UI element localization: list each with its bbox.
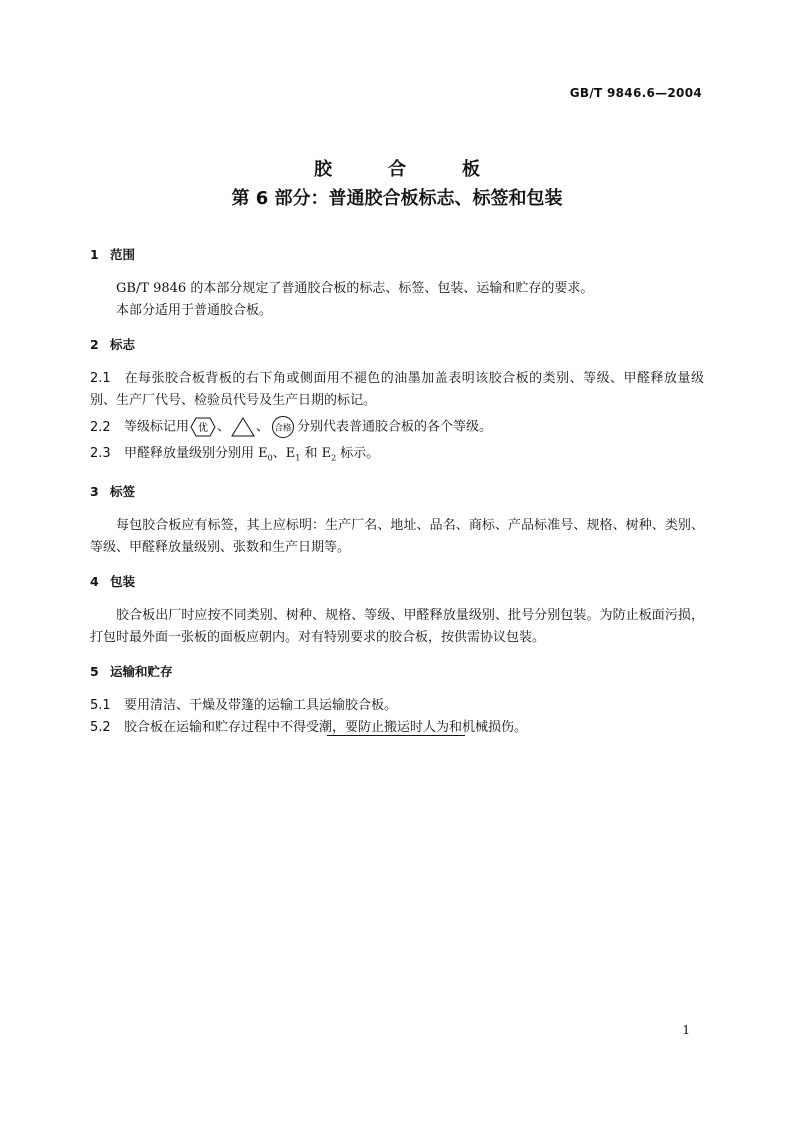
clause-number: 5.2 [90,720,111,736]
section-title: 标签 [110,484,136,500]
section-title: 包装 [110,574,136,590]
section-title: 范围 [110,247,136,262]
subscript: 0 [267,453,273,463]
document-title [0,155,794,181]
section-2 [90,334,704,469]
document-subtitle: 第 6 部分：普通胶合板标志、标签和包装 [231,188,563,209]
clause-2-1 [90,368,704,412]
circle-grade-label: 合格 [274,423,292,434]
clause-number: 2.2 [90,419,111,435]
title-char-3: 板 [462,159,480,180]
separator: 、 [217,419,231,435]
section-number: 5 [90,664,99,680]
clause-text: 要用清洁、干燥及带篷的运输工具运输胶合板。 [124,698,398,714]
section-heading [90,244,704,266]
end-rule-divider [327,735,465,736]
paragraph: 每包胶合板应有标签，其上应标明：生产厂名、地址、品名、商标、产品标准号、规格、树种、类别、等级、甲醛释放量级别、张数和生产日期等。 [90,518,704,556]
section-number: 3 [90,484,99,500]
paragraph: GB/T 9846 的本部分规定了普通胶合板的标志、标签、包装、运输和贮存的要求。 [116,281,594,296]
separator: 、 [256,419,270,435]
section-heading [90,571,704,593]
section-heading [90,661,704,683]
section-heading [90,481,704,503]
clause-text-after: 标示。 [336,445,380,461]
page-number: 1 [682,1023,690,1037]
clause-text: 在每张胶合板背板的右下角或侧面用不褪色的油墨加盖表明该胶合板的类别、等级、甲醛释放量级别、生产厂代号、检验员代号及生产日期的标记。 [90,371,704,408]
section-4 [90,571,704,649]
clause-text-mid: 、E [272,445,296,461]
clause-number: 5.1 [90,698,111,714]
clause-2-2 [90,416,704,439]
document-body [90,244,704,751]
clause-text-before: 等级标记用 [124,419,190,435]
circle-grade-icon [270,416,296,438]
paragraph: 本部分适用于普通胶合板。 [116,303,273,318]
title-char-1: 胶 [314,159,332,180]
clause-text: 胶合板在运输和贮存过程中不得受潮，要防止搬运时人为和机械损伤。 [124,720,528,736]
clause-2-3 [90,443,704,470]
section-number: 4 [90,574,99,590]
standard-code: GB/T 9846.6—2004 [569,86,702,100]
hexagon-grade-label: 优 [198,423,209,434]
clause-text-before: 甲醛释放量级别分别用 E [124,445,268,461]
subscript: 2 [331,453,337,463]
section-5 [90,661,704,739]
clause-number: 2.3 [90,445,111,461]
section-3 [90,481,704,559]
section-number: 2 [90,337,99,352]
clause-text-mid: 和 E [300,445,332,461]
section-title: 运输和贮存 [110,664,173,680]
section-1 [90,244,704,322]
section-number: 1 [90,247,99,262]
clause-5-1 [90,695,704,717]
triangle-grade-icon [231,417,255,437]
hexagon-grade-icon [190,417,216,437]
title-char-2: 合 [388,159,406,180]
clause-number: 2.1 [90,371,111,386]
section-heading [90,334,704,356]
section-title: 标志 [110,337,136,352]
subscript: 1 [295,453,301,463]
clause-text-after: 分别代表普通胶合板的各个等级。 [297,419,493,435]
paragraph: 胶合板出厂时应按不同类别、树种、规格、等级、甲醛释放量级别、批号分别包装。为防止板面污损，打包时最外面一张板的面板应朝内。对有特别要求的胶合板，按供需协议包装。 [90,608,704,646]
